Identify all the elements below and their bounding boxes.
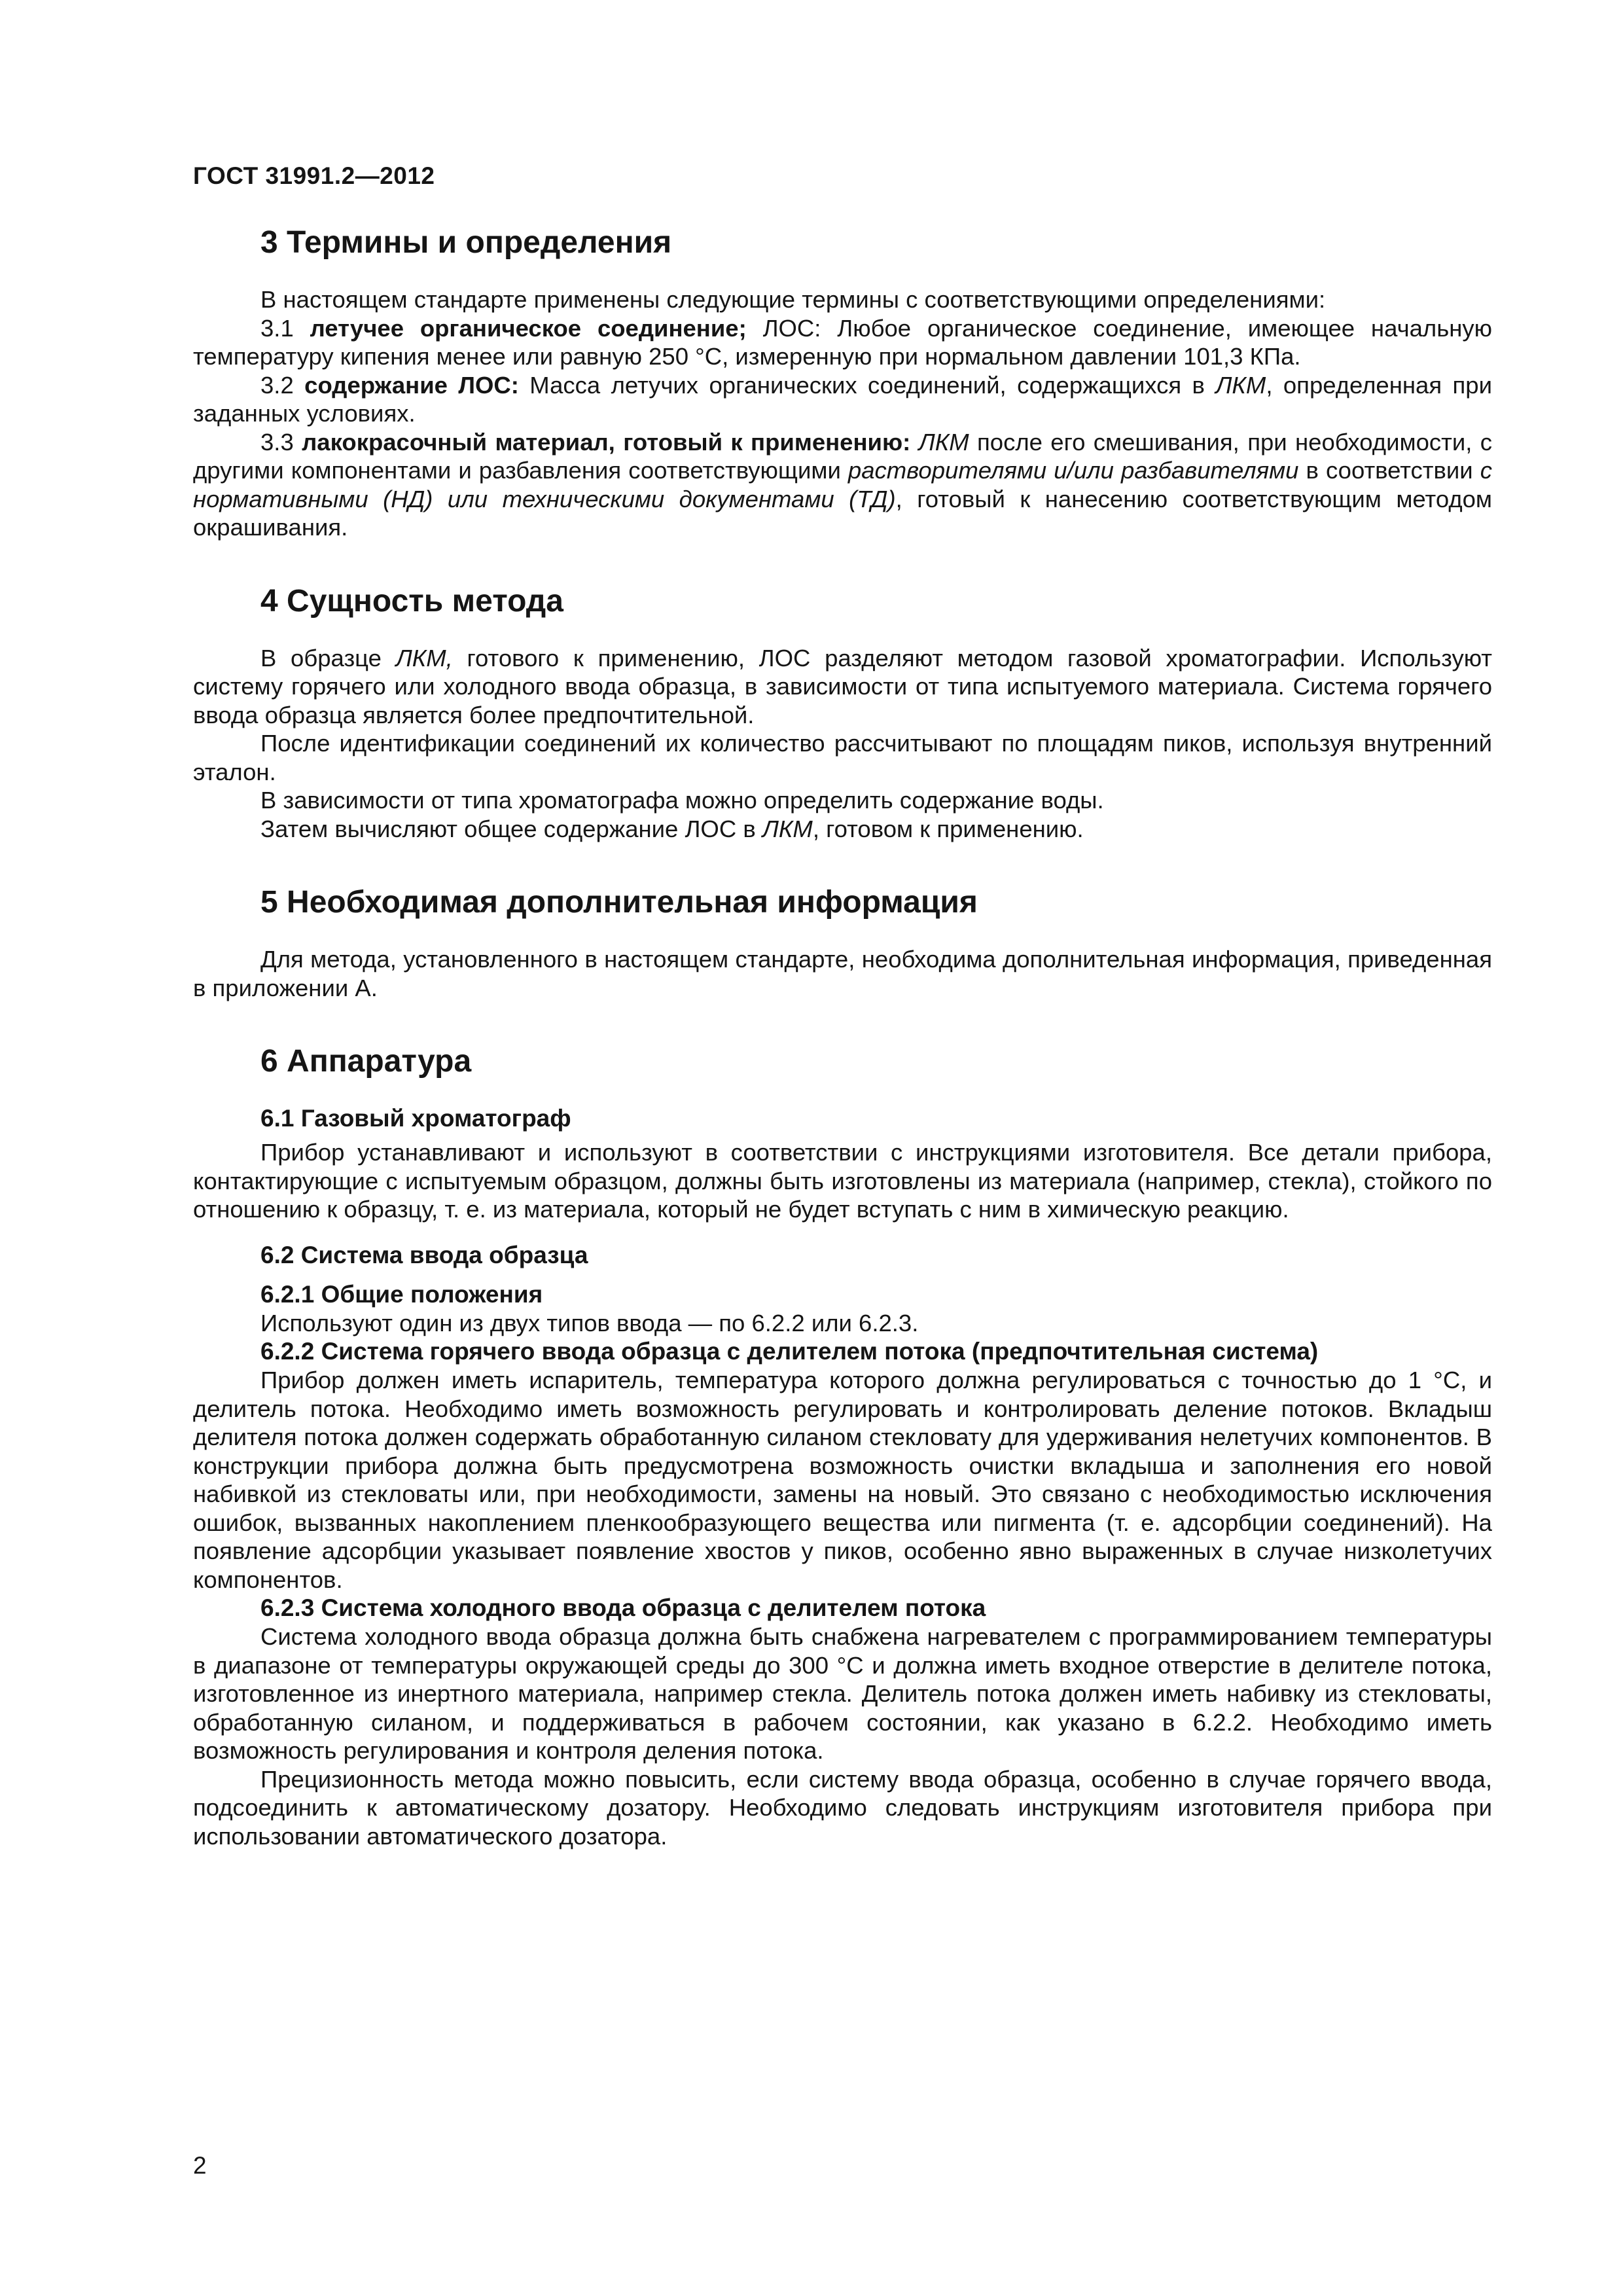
- subsection-6-2-2-title: 6.2.2 Система горячего ввода образца с делителем потока (предпочтительная система): [260, 1338, 1319, 1365]
- section-5-paragraph: Для метода, установленного в настоящем стандарте, необходима дополнительная информация, приведенная в приложении А.: [193, 946, 1492, 1001]
- document-body: [193, 224, 1492, 1850]
- subsection-6-2-3-paragraph-1: Система холодного ввода образца должна быть снабжена нагревателем с программированием температуры в диапазоне от температуры окружающей среды до 300 °С и должна иметь входное отверстие в делителе потока, изготовленное из инертного материала, например стекла. Делитель потока должен иметь набивку из стекловаты, обработанную силаном, и поддерживаться в рабочем состоянии, как указано в 6.2.2. Необходимо иметь возможность регулирования и контроля деления потока.: [193, 1623, 1492, 1764]
- term-3-3-name: лакокрасочный материал, готовый к применению:: [302, 428, 911, 456]
- subsection-6-1-paragraph: Прибор устанавливают и используют в соответствии с инструкциями изготовителя. Все детали прибора, контактирующие с испытуемым образцом, должны быть изготовлены из материала (например, стекла), стойкого по отношению к образцу, т. е. из материала, который не будет вступать с ним в химическую реакцию.: [193, 1139, 1492, 1223]
- term-3-1-name: летучее органическое соединение;: [310, 314, 747, 342]
- subsection-6-1-title: 6.1 Газовый хроматограф: [260, 1105, 571, 1132]
- term-3-3: 3.3 лакокрасочный материал, готовый к применению: ЛКМ после его смешивания, при необходимости, с другими компонентами и разбавления соответствующими растворителями и/или разбавителями в соответствии с нормативными (НД) или техническими документами (ТД), готовый к нанесению соответствующим методом окрашивания.: [193, 428, 1493, 541]
- subsection-6-2-3-paragraph-2: Прецизионность метода можно повысить, если систему ввода образца, особенно в случае горячего ввода, подсоединить к автоматическому дозатору. Необходимо следовать инструкциям изготовителя прибора при использовании автоматического дозатора.: [193, 1765, 1492, 1850]
- section-5-title: 5 Необходимая дополнительная информация: [260, 885, 978, 920]
- page-number: 2: [193, 2152, 207, 2179]
- section-6-title: 6 Аппаратура: [260, 1044, 472, 1079]
- subsection-6-2-title: 6.2 Система ввода образца: [260, 1241, 588, 1268]
- section-4-paragraph-2: После идентификации соединений их количество рассчитывают по площадям пиков, используя внутренний эталон.: [193, 730, 1492, 785]
- section-4-paragraph-4: Затем вычисляют общее содержание ЛОС в ЛКМ, готовом к применению.: [260, 815, 1084, 842]
- section-4-title: 4 Сущность метода: [260, 583, 563, 619]
- term-3-2-name: содержание ЛОС:: [304, 371, 519, 399]
- section-4-paragraph-3: В зависимости от типа хроматографа можно определить содержание воды.: [260, 787, 1104, 814]
- document-header: ГОСТ 31991.2—2012: [193, 162, 435, 189]
- section-3-title: 3 Термины и определения: [260, 225, 672, 260]
- section-3-intro: В настоящем стандарте применены следующие термины с соответствующими определениями:: [260, 286, 1326, 313]
- subsection-6-2-1-title: 6.2.1 Общие положения: [260, 1280, 543, 1308]
- section-4-paragraph-1: В образце ЛКМ, готового к применению, ЛОС разделяют методом газовой хроматографии. Используют систему горячего или холодного ввода образца, в зависимости от типа испытуемого материала. Система горячего ввода образца является более предпочтительной.: [193, 644, 1493, 728]
- subsection-6-2-2-paragraph: Прибор должен иметь испаритель, температура которого должна регулироваться с точностью до 1 °С, и делитель потока. Необходимо иметь возможность регулировать и контролировать деление потоков. Вкладыш делителя потока должен содержать обработанную силаном стекловату для удерживания нелетучих компонентов. В конструкции прибора должна быть предусмотрена возможность очистки вкладыша и заполнения его новой набивкой из стекловаты или, при необходимости, замены на новый. Это связано с необходимостью исключения ошибок, вызванных накоплением пленкообразующего вещества или пигмента (т. е. адсорбции соединений). На появление адсорбции указывает появление хвостов у пиков, особенно явно выраженных в случае низколетучих компонентов.: [193, 1367, 1492, 1593]
- subsection-6-2-3-title: 6.2.3 Система холодного ввода образца с делителем потока: [260, 1594, 986, 1621]
- term-3-1: 3.1 летучее органическое соединение; ЛОС: Любое органическое соединение, имеющее начальную температуру кипения менее или равную 250 °С, измеренную при нормальном давлении 101,3 КПа.: [193, 314, 1492, 370]
- term-3-2: 3.2 содержание ЛОС: Масса летучих органических соединений, содержащихся в ЛКМ, определенная при заданных условиях.: [193, 371, 1492, 427]
- subsection-6-2-1-paragraph: Используют один из двух типов ввода — по 6.2.2 или 6.2.3.: [260, 1309, 919, 1336]
